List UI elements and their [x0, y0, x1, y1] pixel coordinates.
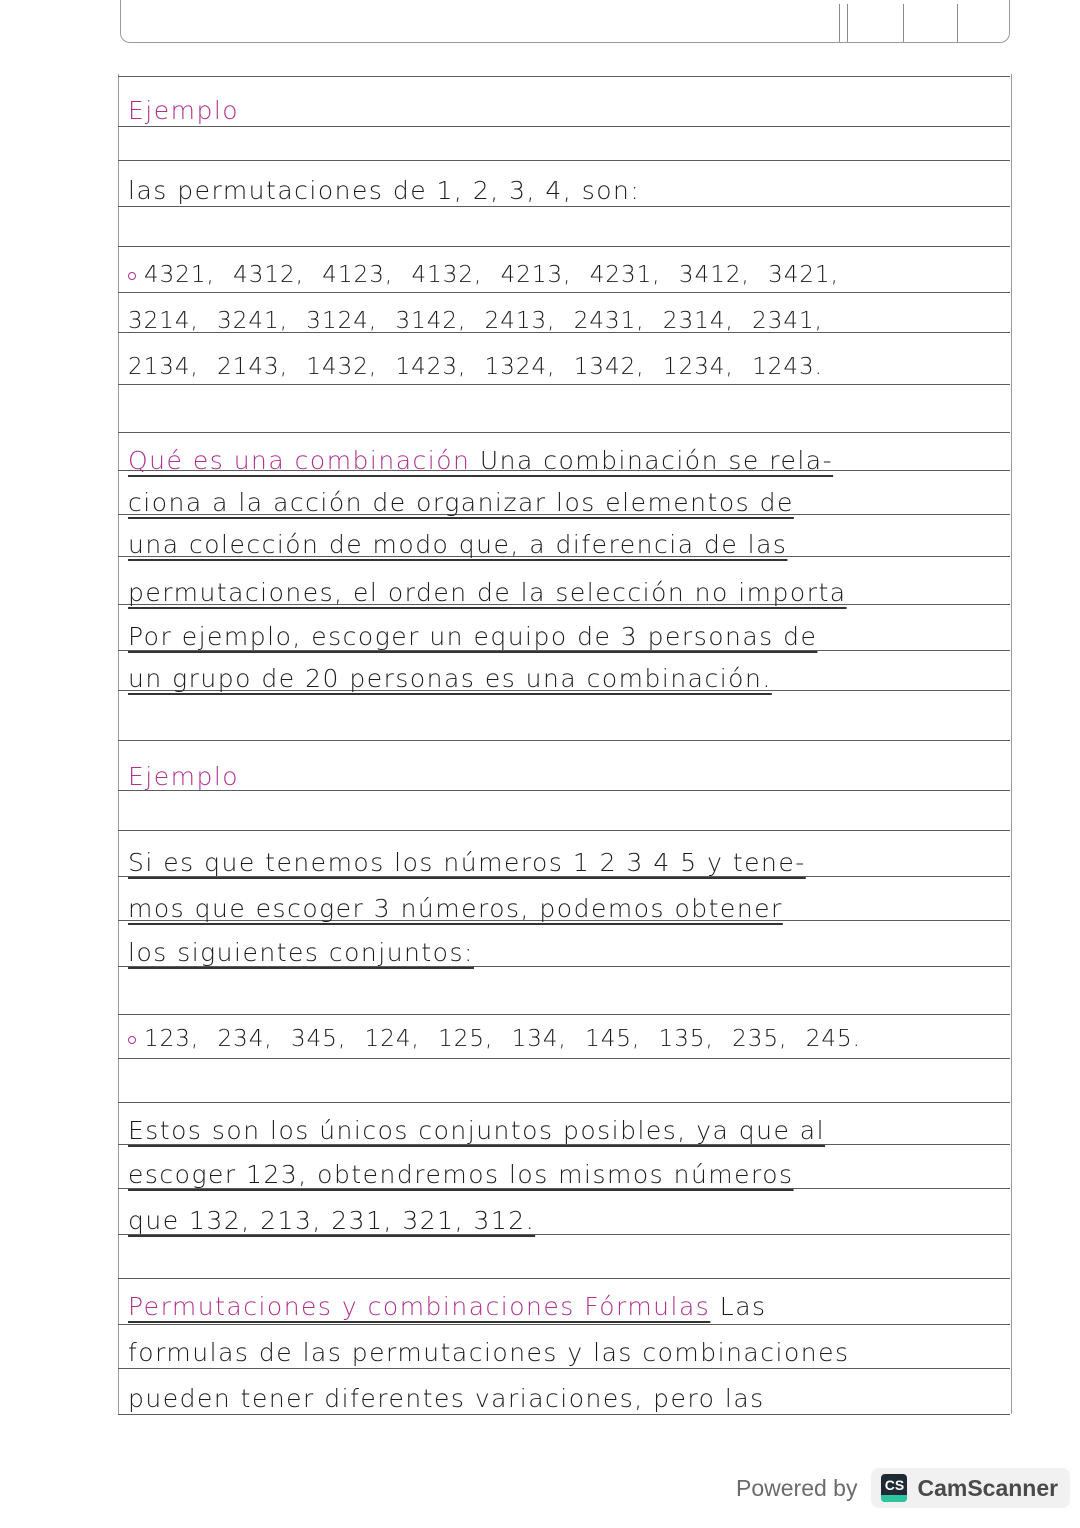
formulas-line-2: formulas de las permutaciones y las combinaciones: [128, 1338, 850, 1367]
ruled-line: [118, 830, 1010, 831]
ruled-line: [118, 292, 1010, 293]
camscanner-brand: CamScanner: [917, 1474, 1059, 1501]
heading-ejemplo-2: Ejemplo: [128, 762, 240, 791]
explanation-line-3: que 132, 213, 231, 321, 312.: [128, 1206, 536, 1235]
explanation-line-2: escoger 123, obtendremos los mismos números: [128, 1160, 794, 1189]
ruled-line: [118, 1324, 1010, 1325]
header-tick: [847, 4, 848, 42]
camscanner-badge: [871, 1468, 1070, 1508]
ruled-line: [118, 1014, 1010, 1015]
combination-def-line-5: Por ejemplo, escoger un equipo de 3 personas de: [128, 622, 818, 651]
heading-formulas: Permutaciones y combinaciones Fórmulas: [128, 1292, 711, 1321]
camscanner-watermark: [736, 1466, 1070, 1510]
ruled-line: [118, 206, 1010, 207]
permutations-row-2: 3214, 3241, 3124, 3142, 2413, 2431, 2314, 2341,: [128, 308, 823, 334]
ruled-line: [118, 76, 1010, 77]
ruled-line: [118, 1278, 1010, 1279]
permutations-row-3: 2134, 2143, 1432, 1423, 1324, 1342, 1234, 1243.: [128, 354, 823, 380]
ruled-line: [118, 432, 1010, 433]
page-header-box: [120, 0, 1010, 43]
combination-def-line-1: Qué es una combinación Una combinación se rela-: [128, 446, 834, 475]
ruled-line: [118, 384, 1010, 385]
example2-line-1: Si es que tenemos los números 1 2 3 4 5 y tene-: [128, 848, 806, 877]
ruled-line: [118, 126, 1010, 127]
combination-def-line-2: ciona a la acción de organizar los elementos de: [128, 488, 794, 517]
explanation-line-1: Estos son los únicos conjuntos posibles, ya que al: [128, 1116, 826, 1145]
permutations-intro: las permutaciones de 1, 2, 3, 4, son:: [128, 176, 641, 205]
combination-def-line-4: permutaciones, el orden de la selección no importa: [128, 578, 847, 607]
ruled-line: [118, 1058, 1010, 1059]
ruled-line: [118, 1102, 1010, 1103]
heading-que-es-combinacion: Qué es una combinación: [128, 446, 471, 475]
ruled-line: [118, 740, 1010, 741]
powered-by-label: Powered by: [736, 1474, 858, 1501]
ruled-line: [118, 160, 1010, 161]
permutations-row-1: 4321, 4312, 4123, 4132, 4213, 4231, 3412, 3421,: [128, 262, 988, 288]
header-tick: [903, 4, 904, 42]
bullet-icon: [128, 272, 136, 280]
combination-sets: 123, 234, 345, 124, 125, 134, 145, 135, 235, 245.: [128, 1026, 988, 1052]
ruled-line: [118, 1414, 1010, 1415]
camscanner-logo-icon: CS: [881, 1474, 907, 1502]
example2-line-3: los siguientes conjuntos:: [128, 938, 474, 967]
ruled-line: [118, 1368, 1010, 1369]
header-tick: [957, 4, 958, 42]
combination-def-line-6: un grupo de 20 personas es una combinación.: [128, 664, 772, 693]
example2-line-2: mos que escoger 3 números, podemos obtener: [128, 894, 783, 923]
formulas-line-3: pueden tener diferentes variaciones, pero las: [128, 1384, 765, 1413]
bullet-icon: [128, 1036, 136, 1044]
formulas-line-1: Permutaciones y combinaciones Fórmulas Las: [128, 1292, 767, 1321]
combination-def-line-3: una colección de modo que, a diferencia de las: [128, 530, 788, 559]
heading-ejemplo-1: Ejemplo: [128, 96, 240, 125]
header-tick: [839, 4, 840, 42]
ruled-line: [118, 246, 1010, 247]
